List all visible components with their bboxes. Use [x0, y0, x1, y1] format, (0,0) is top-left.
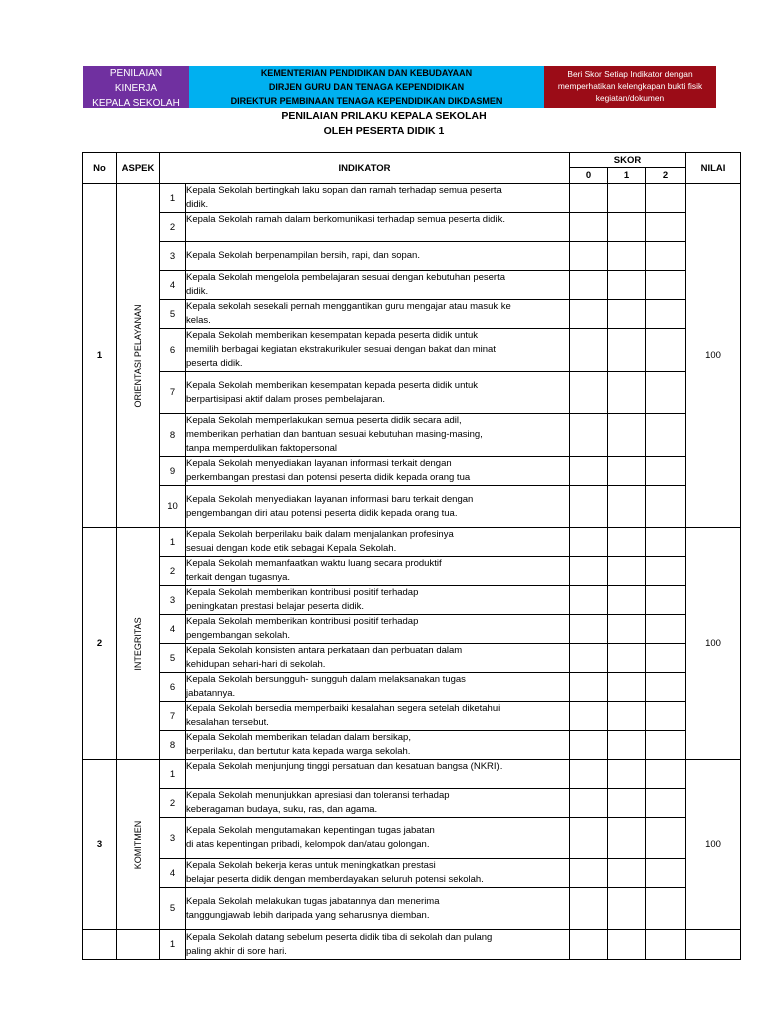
indicator-number: 8 — [160, 731, 186, 760]
indicator-line: Kepala Sekolah memberikan kontribusi positif terhadap — [186, 587, 419, 598]
indicator-number: 1 — [160, 184, 186, 213]
header-right-line: kegiatan/dokumen — [595, 93, 665, 103]
page-title: PENILAIAN PRILAKU KEPALA SEKOLAH — [281, 110, 487, 122]
score-cell-2[interactable] — [646, 329, 686, 372]
indicator-line — [186, 227, 569, 241]
table-row — [83, 457, 741, 486]
score-cell-0[interactable] — [570, 271, 608, 300]
indicator-text — [186, 644, 570, 673]
indicator-number: 6 — [160, 673, 186, 702]
indicator-text — [186, 329, 570, 372]
indicator-number: 3 — [160, 818, 186, 859]
indicator-line: Kepala Sekolah bersungguh- sungguh dalam melaksanakan tugas — [186, 674, 466, 685]
score-cell-0[interactable] — [570, 414, 608, 457]
aspect-number: 2 — [83, 528, 117, 760]
score-cell-1[interactable] — [608, 789, 646, 818]
header-skor-2: 2 — [646, 168, 686, 184]
indicator-line: Kepala Sekolah menunjukkan apresiasi dan toleransi terhadap — [186, 790, 450, 801]
score-cell-0[interactable] — [570, 528, 608, 557]
indicator-line: Kepala Sekolah konsisten antara perkataan dan perbuatan dalam — [186, 645, 463, 656]
score-cell-0[interactable] — [570, 615, 608, 644]
nilai-value: 100 — [686, 528, 741, 760]
indicator-text — [186, 930, 570, 960]
aspect-cell — [117, 528, 160, 760]
indicator-text — [186, 731, 570, 760]
indicator-number: 3 — [160, 242, 186, 271]
score-cell-2[interactable] — [646, 760, 686, 789]
indicator-line: Kepala Sekolah ramah dalam berkomunikasi terhadap semua peserta didik. — [186, 214, 505, 225]
aspect-number: 3 — [83, 760, 117, 930]
indicator-number: 3 — [160, 586, 186, 615]
score-cell-0[interactable] — [570, 586, 608, 615]
score-cell-2[interactable] — [646, 789, 686, 818]
header-left-banner — [83, 66, 189, 108]
score-cell-2[interactable] — [646, 888, 686, 930]
score-cell-0[interactable] — [570, 930, 608, 960]
score-cell-2[interactable] — [646, 271, 686, 300]
nilai-value: 100 — [686, 184, 741, 528]
table-row — [83, 329, 741, 372]
header-nilai: NILAI — [686, 153, 741, 184]
score-cell-0[interactable] — [570, 184, 608, 213]
score-cell-0[interactable] — [570, 644, 608, 673]
score-cell-1[interactable] — [608, 271, 646, 300]
indicator-text — [186, 271, 570, 300]
indicator-line: kesalahan tersebut. — [186, 717, 269, 728]
indicator-line: Kepala Sekolah berperilaku baik dalam menjalankan profesinya — [186, 529, 454, 540]
score-cell-0[interactable] — [570, 557, 608, 586]
table-row — [83, 760, 741, 789]
indicator-line: perkembangan prestasi dan potensi peserta didik kepada orang tua — [186, 472, 471, 483]
table-row — [83, 731, 741, 760]
indicator-number: 5 — [160, 644, 186, 673]
indicator-line: didik. — [186, 286, 209, 297]
score-cell-0[interactable] — [570, 372, 608, 414]
score-cell-2[interactable] — [646, 213, 686, 242]
score-cell-1[interactable] — [608, 673, 646, 702]
indicator-line: Kepala Sekolah mengelola pembelajaran sesuai dengan kebutuhan peserta — [186, 272, 506, 283]
aspect-label: ORIENTASI PELAYANAN — [133, 303, 143, 408]
indicator-text — [186, 457, 570, 486]
indicator-line: Kepala Sekolah menyediakan layanan informasi baru terkait dengan — [186, 493, 474, 505]
indicator-number: 4 — [160, 615, 186, 644]
score-cell-0[interactable] — [570, 731, 608, 760]
header-aspek: ASPEK — [117, 153, 160, 184]
indicator-text — [186, 760, 570, 789]
indicator-text — [186, 859, 570, 888]
indicator-line: belajar peserta didik dengan memberdayakan seluruh potensi sekolah. — [186, 874, 484, 885]
score-cell-2[interactable] — [646, 673, 686, 702]
indicator-number: 2 — [160, 557, 186, 586]
aspect-number: 1 — [83, 184, 117, 528]
table-row — [83, 372, 741, 414]
indicator-line: pengembangan sekolah. — [186, 630, 291, 641]
score-cell-1[interactable] — [608, 213, 646, 242]
score-cell-1[interactable] — [608, 486, 646, 528]
indicator-text — [186, 818, 570, 859]
indicator-line: terkait dengan tugasnya. — [186, 572, 291, 583]
indicator-text — [186, 372, 570, 414]
header-right-line: Beri Skor Setiap Indikator dengan — [567, 69, 693, 79]
indicator-number: 8 — [160, 414, 186, 457]
score-cell-1[interactable] — [608, 242, 646, 271]
header-indikator: INDIKATOR — [160, 153, 570, 184]
indicator-number: 1 — [160, 528, 186, 557]
score-cell-1[interactable] — [608, 329, 646, 372]
header-right-banner — [544, 66, 716, 108]
indicator-line: Kepala Sekolah memperlakukan semua peserta didik secara adil, — [186, 415, 462, 426]
indicator-line: Kepala Sekolah menjunjung tinggi persatuan dan kesatuan bangsa (NKRI). — [186, 761, 503, 772]
indicator-number: 2 — [160, 213, 186, 242]
score-cell-0[interactable] — [570, 242, 608, 271]
indicator-line: peserta didik. — [186, 358, 243, 369]
score-cell-0[interactable] — [570, 673, 608, 702]
indicator-text — [186, 557, 570, 586]
score-cell-1[interactable] — [608, 300, 646, 329]
indicator-text — [186, 184, 570, 213]
indicator-line: Kepala Sekolah bekerja keras untuk meningkatkan prestasi — [186, 860, 436, 871]
indicator-line: Kepala Sekolah mengutamakan kepentingan tugas jabatan — [186, 825, 435, 836]
indicator-number: 5 — [160, 300, 186, 329]
indicator-line: peningkatan prestasi belajar peserta didik. — [186, 601, 364, 612]
score-cell-1[interactable] — [608, 702, 646, 731]
score-cell-1[interactable] — [608, 457, 646, 486]
header-skor-1: 1 — [608, 168, 646, 184]
indicator-text — [186, 528, 570, 557]
indicator-number: 4 — [160, 859, 186, 888]
score-cell-1[interactable] — [608, 615, 646, 644]
score-cell-0[interactable] — [570, 486, 608, 528]
score-cell-1[interactable] — [608, 184, 646, 213]
header-left-line: PENILAIAN — [109, 68, 163, 79]
indicator-number: 7 — [160, 702, 186, 731]
aspect-cell — [117, 760, 160, 930]
indicator-line: kehidupan sehari-hari di sekolah. — [186, 659, 326, 670]
score-cell-1[interactable] — [608, 644, 646, 673]
indicator-number: 10 — [160, 486, 186, 528]
indicator-line: berpartisipasi aktif dalam proses pembelajaran. — [186, 393, 386, 405]
indicator-line: tanpa memperdulikan faktopersonal — [186, 443, 338, 454]
table-row — [83, 213, 741, 242]
table-row — [83, 557, 741, 586]
indicator-line: Kepala Sekolah memberikan kesempatan kepada peserta didik untuk — [186, 330, 479, 341]
indicator-line: Kepala Sekolah bertingkah laku sopan dan ramah terhadap semua peserta — [186, 185, 502, 196]
indicator-text — [186, 615, 570, 644]
score-cell-0[interactable] — [570, 300, 608, 329]
score-cell-2[interactable] — [646, 486, 686, 528]
score-cell-2[interactable] — [646, 300, 686, 329]
indicator-line: keberagaman budaya, suku, ras, dan agama. — [186, 804, 378, 815]
table-body — [83, 184, 741, 960]
header-skor-0: 0 — [570, 168, 608, 184]
aspect-label: INTEGRITAS — [133, 616, 143, 671]
indicator-line: Kepala Sekolah memberikan kesempatan kepada peserta didik untuk — [186, 379, 479, 391]
table-row — [83, 859, 741, 888]
table-row — [83, 615, 741, 644]
indicator-text — [186, 789, 570, 818]
table-row — [83, 300, 741, 329]
score-cell-2[interactable] — [646, 242, 686, 271]
indicator-line: Kepala Sekolah memberikan teladan dalam bersikap, — [186, 732, 411, 743]
indicator-line — [186, 774, 569, 788]
score-cell-1[interactable] — [608, 818, 646, 859]
indicator-line: Kepala Sekolah berpenampilan bersih, rapi, dan sopan. — [186, 250, 420, 261]
indicator-text — [186, 300, 570, 329]
indicator-number: 9 — [160, 457, 186, 486]
score-cell-1[interactable] — [608, 528, 646, 557]
indicator-line: sesuai dengan kode etik sebagai Kepala Sekolah. — [186, 543, 397, 554]
indicator-line: Kepala Sekolah datang sebelum peserta didik tiba di sekolah dan pulang — [186, 931, 493, 943]
indicator-number: 5 — [160, 888, 186, 930]
score-cell-1[interactable] — [608, 859, 646, 888]
indicator-text — [186, 414, 570, 457]
score-cell-0[interactable] — [570, 213, 608, 242]
score-cell-2[interactable] — [646, 586, 686, 615]
table-row — [83, 414, 741, 457]
indicator-line: Kepala Sekolah memanfaatkan waktu luang secara produktif — [186, 558, 442, 569]
table-row — [83, 673, 741, 702]
score-cell-1[interactable] — [608, 930, 646, 960]
header-skor: SKOR — [570, 153, 686, 168]
nilai-value — [686, 930, 741, 960]
indicator-text — [186, 213, 570, 242]
score-cell-2[interactable] — [646, 184, 686, 213]
indicator-text — [186, 673, 570, 702]
table-row — [83, 271, 741, 300]
score-cell-1[interactable] — [608, 586, 646, 615]
indicator-line: didik. — [186, 199, 209, 210]
table-row — [83, 586, 741, 615]
score-cell-0[interactable] — [570, 457, 608, 486]
header-middle-banner — [189, 66, 544, 108]
table-row — [83, 528, 741, 557]
score-cell-0[interactable] — [570, 760, 608, 789]
header-mid-line: DIREKTUR PEMBINAAN TENAGA KEPENDIDIKAN DIKDASMEN — [230, 96, 503, 106]
indicator-number: 6 — [160, 329, 186, 372]
score-cell-1[interactable] — [608, 760, 646, 789]
indicator-line: kelas. — [186, 315, 211, 326]
indicator-line: memberikan perhatian dan bantuan sesuai kebutuhan masing-masing, — [186, 429, 483, 440]
score-cell-2[interactable] — [646, 372, 686, 414]
aspect-cell — [117, 930, 160, 960]
header-left-line: KEPALA SEKOLAH — [92, 98, 180, 109]
indicator-line: tanggungjawab lebih daripada yang seharusnya diemban. — [186, 909, 430, 921]
score-cell-0[interactable] — [570, 859, 608, 888]
table-row — [83, 702, 741, 731]
indicator-text — [186, 242, 570, 271]
indicator-line: di atas kepentingan pribadi, kelompok dan/atau golongan. — [186, 839, 430, 850]
score-cell-2[interactable] — [646, 859, 686, 888]
score-cell-0[interactable] — [570, 888, 608, 930]
score-cell-1[interactable] — [608, 557, 646, 586]
assessment-table — [82, 152, 741, 960]
header-mid-line: KEMENTERIAN PENDIDIKAN DAN KEBUDAYAAN — [260, 68, 473, 78]
aspect-number — [83, 930, 117, 960]
indicator-line: Kepala Sekolah melakukan tugas jabatannya dan menerima — [186, 895, 440, 907]
indicator-number: 4 — [160, 271, 186, 300]
score-cell-2[interactable] — [646, 457, 686, 486]
indicator-number: 7 — [160, 372, 186, 414]
indicator-line: Kepala sekolah sesekali pernah menggantikan guru mengajar atau masuk ke — [186, 301, 511, 312]
indicator-line: pengembangan diri atau potensi peserta didik kepada orang tua. — [186, 507, 458, 519]
table-row — [83, 486, 741, 528]
indicator-line: Kepala Sekolah bersedia memperbaiki kesalahan segera setelah diketahui — [186, 703, 501, 714]
score-cell-1[interactable] — [608, 372, 646, 414]
aspect-label: KOMITMEN — [133, 820, 143, 869]
score-cell-0[interactable] — [570, 818, 608, 859]
table-row — [83, 930, 741, 960]
indicator-number: 1 — [160, 930, 186, 960]
table-row — [83, 644, 741, 673]
header-left-line: KINERJA — [114, 83, 158, 94]
indicator-number: 1 — [160, 760, 186, 789]
page-subtitle: OLEH PESERTA DIDIK 1 — [323, 125, 445, 137]
table-row — [83, 789, 741, 818]
indicator-line: berperilaku, dan bertutur kata kepada warga sekolah. — [186, 746, 411, 757]
indicator-line: jabatannya. — [186, 688, 236, 699]
header-no: No — [83, 153, 117, 184]
score-cell-2[interactable] — [646, 615, 686, 644]
score-cell-2[interactable] — [646, 702, 686, 731]
table-row — [83, 818, 741, 859]
table-row — [83, 184, 741, 213]
score-cell-1[interactable] — [608, 731, 646, 760]
indicator-line: Kepala Sekolah menyediakan layanan informasi terkait dengan — [186, 458, 452, 469]
indicator-line: paling akhir di sore hari. — [186, 945, 287, 957]
score-cell-2[interactable] — [646, 818, 686, 859]
score-cell-2[interactable] — [646, 644, 686, 673]
header-right-line: memperhatikan kelengkapan bukti fisik — [557, 81, 703, 91]
indicator-line: memilih berbagai kegiatan ekstrakurikuler sesuai dengan bakat dan minat — [186, 344, 496, 355]
score-cell-1[interactable] — [608, 414, 646, 457]
aspect-cell — [117, 184, 160, 528]
indicator-text — [186, 888, 570, 930]
score-cell-0[interactable] — [570, 789, 608, 818]
nilai-value: 100 — [686, 760, 741, 930]
indicator-line: Kepala Sekolah memberikan kontribusi positif terhadap — [186, 616, 419, 627]
indicator-text — [186, 702, 570, 731]
score-cell-0[interactable] — [570, 329, 608, 372]
score-cell-1[interactable] — [608, 888, 646, 930]
score-cell-2[interactable] — [646, 528, 686, 557]
score-cell-2[interactable] — [646, 930, 686, 960]
score-cell-2[interactable] — [646, 731, 686, 760]
score-cell-0[interactable] — [570, 702, 608, 731]
indicator-number: 2 — [160, 789, 186, 818]
header-mid-line: DIRJEN GURU DAN TENAGA KEPENDIDIKAN — [268, 82, 465, 92]
score-cell-2[interactable] — [646, 414, 686, 457]
indicator-text — [186, 486, 570, 528]
table-row — [83, 242, 741, 271]
indicator-text — [186, 586, 570, 615]
score-cell-2[interactable] — [646, 557, 686, 586]
table-row — [83, 888, 741, 930]
